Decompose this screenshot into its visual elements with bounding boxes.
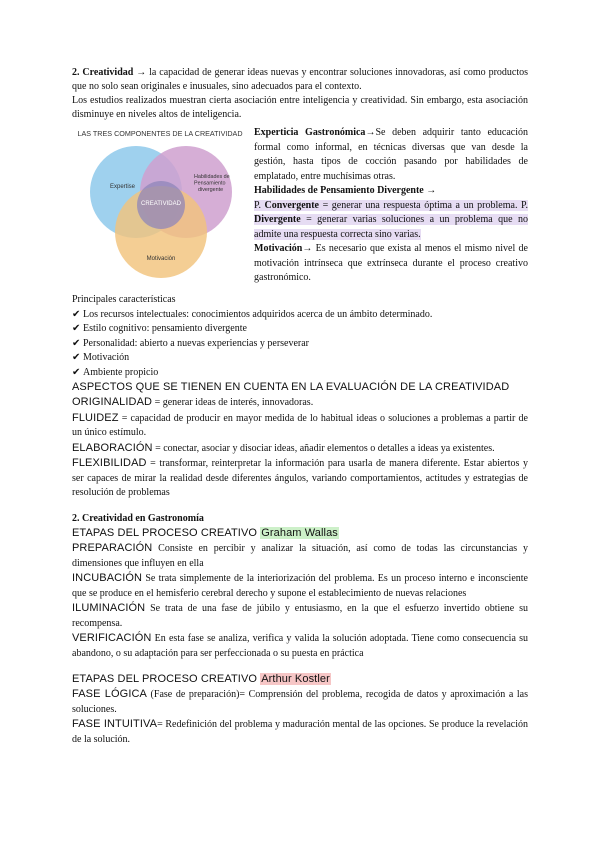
divergente-text: = generar varias soluciones a un problema que no admite una respuesta correcta sino varias. — [254, 214, 528, 240]
figure-side-text — [254, 126, 528, 291]
wallas-author: Graham Wallas — [261, 527, 338, 539]
flexibilidad-term: FLEXIBILIDAD — [72, 457, 147, 469]
section-number: 2. — [72, 67, 80, 78]
motivacion-term: Motivación — [254, 243, 303, 254]
convergente-divergente-paragraph — [254, 199, 528, 243]
iluminacion-paragraph — [72, 601, 528, 631]
originalidad-text: = generar ideas de interés, innovadoras. — [152, 397, 314, 408]
check-icon: ✔ — [72, 308, 81, 320]
list-item-text: Personalidad: abierto a nuevas experiencias y perseverar — [83, 337, 310, 349]
spacer — [72, 501, 528, 512]
etapas-wallas-label: ETAPAS DEL PROCESO CREATIVO — [72, 527, 261, 539]
spacer — [72, 661, 528, 672]
convergente-term: Convergente — [264, 199, 319, 211]
iluminacion-text: Se trata de una fase de júbilo y entusiasmo, en la que el esfuerzo invertido obtiene su recompensa. — [72, 603, 528, 629]
inteligencia-paragraph: Los estudios realizados muestran cierta asociación entre inteligencia y creatividad. Sin embargo, esta asociación disminuye en niveles altos de inteligencia. — [72, 95, 528, 120]
creatividad-definition — [72, 66, 528, 94]
aspectos-title: ASPECTOS QUE SE TIENEN EN CUENTA EN LA EVALUACIÓN DE LA CREATIVIDAD — [72, 381, 510, 393]
incubacion-text: Se trata simplemente de la interiorización del problema. Es un proceso interno e inconsciente que se produce en el hemisferio cerebral derecho y supone el establecimiento de nuevas relaciones — [72, 573, 528, 599]
check-icon: ✔ — [72, 366, 81, 378]
list-item-text: Los recursos intelectuales: conocimientos adquiridos acerca de un ámbito determinado. — [83, 308, 433, 320]
fase-intuitiva-paragraph — [72, 717, 528, 747]
list-item-text: Ambiente propicio — [83, 366, 159, 378]
document-page — [72, 66, 528, 747]
check-icon: ✔ — [72, 337, 81, 349]
creativity-components-figure — [72, 126, 248, 291]
flexibilidad-text: = transformar, reinterpretar la información para usarla de manera diferente. Estar abiertos y ser capaces de mirar la realidad desde diferentes ángulos, variando comportamientos, actitudes y estrategias de resolución de problemas — [72, 458, 528, 498]
section2-heading: 2. Creatividad en Gastronomía — [72, 512, 204, 524]
etapas-kostler-title — [72, 672, 528, 687]
caracteristicas-title: Principales características — [72, 294, 176, 305]
motivacion-paragraph — [254, 242, 528, 286]
list-item — [72, 308, 528, 323]
conv-prefix: P. — [254, 199, 265, 211]
elaboracion-paragraph — [72, 441, 528, 457]
creatividad-term: Creatividad — [82, 67, 134, 78]
list-item — [72, 366, 528, 381]
preparacion-paragraph — [72, 541, 528, 571]
divergent-label: Habilidades de Pensamiento divergente — [194, 174, 230, 193]
fluidez-paragraph — [72, 411, 528, 441]
expertise-label: Expertise — [110, 184, 136, 190]
figure-title: LAS TRES COMPONENTES DE LA CREATIVIDAD — [77, 129, 243, 138]
incubacion-paragraph — [72, 571, 528, 601]
motivacion-text: → Es necesario que exista al menos el mismo nivel de motivación intrínseca que extrínseca durante el proceso creativo gastronómico. — [254, 243, 528, 283]
preparacion-term: PREPARACIÓN — [72, 542, 153, 554]
center-label: CREATIVIDAD — [141, 201, 181, 207]
verificacion-paragraph — [72, 631, 528, 661]
list-item — [72, 351, 528, 366]
convergente-text: = generar una respuesta óptima a un problema. P. — [318, 199, 528, 211]
fase-logica-text: (Fase de preparación)= Comprensión del problema, recogida de datos y aproximación a las soluciones. — [72, 689, 528, 715]
fase-intuitiva-term: FASE INTUITIVA — [72, 718, 158, 730]
list-item — [72, 337, 528, 352]
fluidez-term: FLUIDEZ — [72, 411, 119, 424]
habilidades-term: Habilidades de Pensamiento Divergente — [254, 185, 424, 196]
habilidades-heading — [254, 184, 528, 199]
fase-logica-paragraph — [72, 687, 528, 717]
etapas-kostler-label: ETAPAS DEL PROCESO CREATIVO — [72, 673, 261, 685]
check-icon: ✔ — [72, 352, 81, 363]
fase-logica-term: FASE LÓGICA — [72, 688, 147, 700]
kostler-author: Arthur Kostler — [261, 673, 330, 685]
creatividad-text: la capacidad de generar ideas nuevas y encontrar soluciones innovadoras, así como productos que no solo sean originales e inusuales, sino adecuados para el contexto. — [72, 67, 529, 92]
convergente-highlight — [254, 200, 528, 240]
iluminacion-term: ILUMINACIÓN — [72, 602, 146, 614]
incubacion-term: INCUBACIÓN — [72, 572, 143, 584]
experticia-text: →Se deben adquirir tanto educación formal como informal, en técnicas diversas que van desde la gestión, hasta tipos de cocción pasando por habilidades de emplatado, entre muchísimas otras. — [254, 127, 528, 182]
fluidez-text: = capacidad de producir en mayor medida de lo habitual ideas o soluciones a problemas a partir de un único estímulo. — [72, 412, 528, 438]
list-item-text: Motivación — [83, 352, 130, 363]
elaboracion-term: ELABORACIÓN — [72, 441, 153, 454]
motivation-label: Motivación — [146, 256, 176, 262]
originalidad-paragraph — [72, 395, 528, 411]
list-item — [72, 322, 528, 337]
divergente-term: Divergente — [254, 214, 301, 225]
elaboracion-text: = conectar, asociar y disociar ideas, añadir elementos o detalles a ideas ya existentes. — [152, 442, 495, 454]
flexibilidad-paragraph — [72, 456, 528, 501]
preparacion-text: Consiste en percibir y analizar la situación, así como de todas las circunstancias y dimensiones que influyen en ella — [72, 543, 528, 569]
figure-row — [72, 126, 528, 291]
verificacion-text: En esta fase se analiza, verifica y valida la solución adoptada. Tiene como consecuencia su abandono, o su adaptación para ser perfeccionada o su puesta en práctica — [72, 633, 528, 659]
habilidades-arrow: → — [423, 185, 437, 196]
arrow-glyph: → — [136, 67, 147, 78]
venn-diagram — [72, 126, 248, 286]
originalidad-term: ORIGINALIDAD — [72, 396, 153, 408]
verificacion-term: VERIFICACIÓN — [72, 632, 152, 644]
experticia-paragraph — [254, 126, 528, 184]
check-icon: ✔ — [72, 323, 81, 334]
etapas-wallas-title — [72, 526, 528, 541]
list-item-text: Estilo cognitivo: pensamiento divergente — [83, 323, 247, 334]
experticia-term: Experticia Gastronómica — [254, 127, 366, 138]
fase-intuitiva-text: = Redefinición del problema y maduración mental de las opciones. Se produce la revelación de la solución. — [72, 719, 528, 745]
